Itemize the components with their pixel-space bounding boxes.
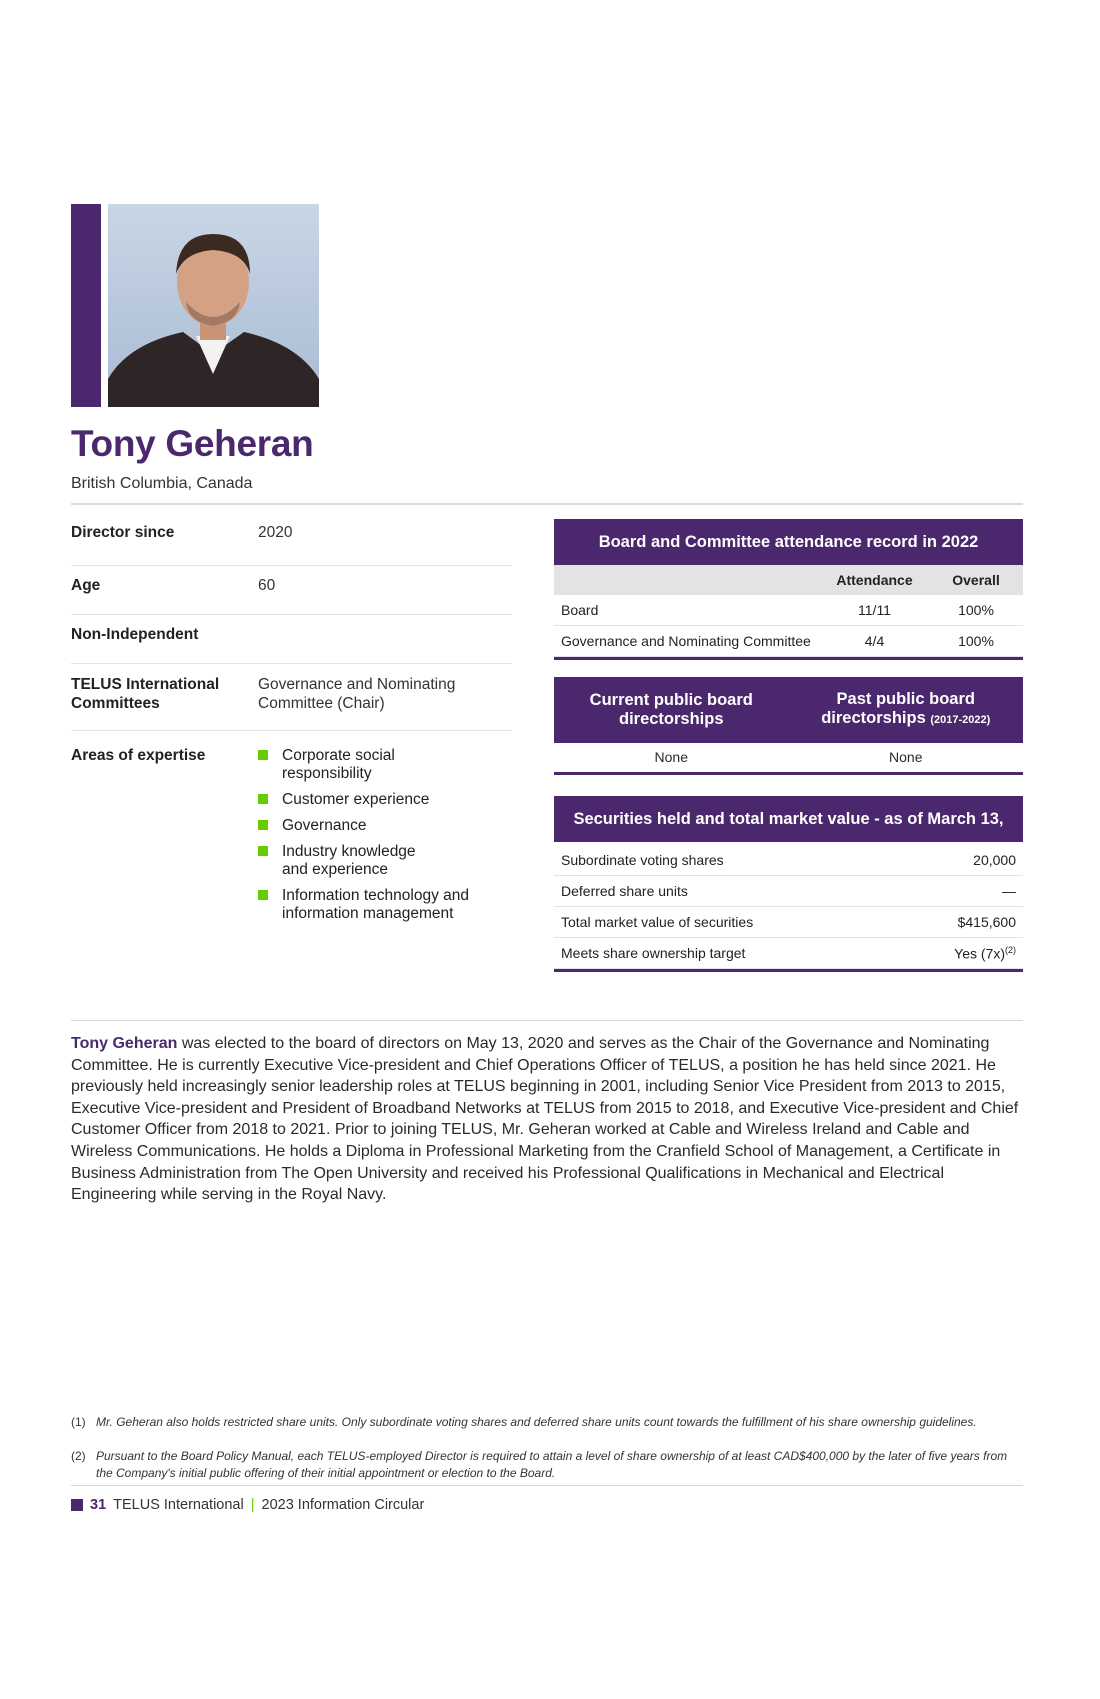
head-line: Current public board xyxy=(589,691,753,709)
director-biography xyxy=(71,1033,1021,1206)
current-directorships-head xyxy=(554,691,789,729)
attendance-title: Board and Committee attendance record in 2022 xyxy=(554,519,1023,565)
committees-value-line: Committee (Chair) xyxy=(258,695,385,712)
attendance-name: Governance and Nominating Committee xyxy=(554,626,820,657)
bullet-square-icon xyxy=(258,820,268,830)
securities-label: Total market value of securities xyxy=(554,907,897,938)
fact-label: Non-Independent xyxy=(71,626,199,643)
securities-value: $415,600 xyxy=(957,914,1016,930)
bio-name: Tony Geheran xyxy=(71,1035,178,1052)
securities-title: Securities held and total market value - as of March 13, 2023 xyxy=(573,810,1004,879)
footer-document: 2023 Information Circular xyxy=(261,1497,425,1513)
bullet-square-icon xyxy=(258,750,268,760)
fact-value: 2020 xyxy=(258,524,293,541)
head-line: directorships xyxy=(821,709,926,727)
bullet-square-icon xyxy=(258,890,268,900)
bullet-square-icon xyxy=(258,846,268,856)
securities-label: Meets share ownership target xyxy=(554,938,897,969)
fact-label: Director since xyxy=(71,524,175,541)
expertise-line: and experience xyxy=(282,861,388,878)
attendance-row xyxy=(554,626,1023,657)
securities-value-cell xyxy=(897,845,1023,876)
footer-divider xyxy=(71,1485,1023,1486)
securities-value: Yes (7x) xyxy=(954,945,1005,962)
attendance-value: 11/11 xyxy=(820,595,929,626)
committees-label-line: Committees xyxy=(71,695,160,712)
director-portrait xyxy=(108,204,319,407)
director-facts xyxy=(71,524,512,931)
securities-label: Subordinate voting shares xyxy=(554,845,897,876)
expertise-item xyxy=(258,817,512,835)
fact-label xyxy=(71,675,258,730)
expertise-line: Governance xyxy=(282,817,367,834)
head-line: Past public board xyxy=(836,690,975,708)
directorships-header xyxy=(554,677,1023,743)
committees-value-line: Governance and Nominating xyxy=(258,676,456,693)
footnote-1 xyxy=(71,1414,1023,1431)
securities-title-note: (1) xyxy=(801,860,813,870)
expertise-line: Industry knowledge xyxy=(282,843,416,860)
directorships-panel xyxy=(554,677,1023,775)
fact-label: Age xyxy=(71,577,101,594)
securities-value: 20,000 xyxy=(973,852,1016,868)
fact-expertise xyxy=(71,731,512,931)
overall-value: 100% xyxy=(929,595,1023,626)
attendance-row xyxy=(554,595,1023,626)
expertise-item xyxy=(258,791,512,809)
fact-label: Areas of expertise xyxy=(71,747,206,764)
fact-independence xyxy=(71,615,512,664)
current-directorships-value: None xyxy=(654,749,688,765)
footnote-2 xyxy=(71,1448,1023,1482)
bio-text: was elected to the board of directors on May 13, 2020 and serves as the Chair of the Governance and Nominating Committee. He is currently Executive Vice-president and Chief Operations Officer of TELUS, a position he has held since 2021. He previously held increasingly senior leadership roles at TELUS beginning in 2001, including Senior Vice President from 2013 to 2015, Executive Vice-president and President of Broadband Networks at TELUS from 2015 to 2018, and Executive Vice-president and Chief Customer Officer from 2018 to 2021. Prior to joining TELUS, Mr. Geheran worked at Cable and Wireless Ireland and Cable and Wireless Communications. He holds a Diploma in Professional Marketing from the Cranfield School of Management, a Certificate in Business Administration from The Open University and received his Professional Qualifications in Mechanical and Electrical Engineering while serving in the Royal Navy. xyxy=(71,1035,1019,1204)
col-attendance: Attendance xyxy=(820,565,929,595)
page-number: 31 xyxy=(90,1497,107,1513)
director-location: British Columbia, Canada xyxy=(71,475,253,492)
securities-value: — xyxy=(1002,883,1016,899)
header-divider xyxy=(71,503,1023,505)
director-name: Tony Geheran xyxy=(71,423,314,464)
fact-value: 60 xyxy=(258,577,276,594)
attendance-panel xyxy=(554,519,1023,660)
bullet-square-icon xyxy=(258,794,268,804)
past-directorships-head xyxy=(789,690,1024,730)
footer-company: TELUS International xyxy=(113,1497,244,1513)
attendance-name: Board xyxy=(554,595,820,626)
fact-age xyxy=(71,566,512,615)
expertise-list xyxy=(258,747,512,923)
securities-row xyxy=(554,907,1023,938)
securities-value-cell xyxy=(897,938,1023,969)
securities-label: Deferred share units xyxy=(554,876,897,907)
portrait-illustration xyxy=(108,204,319,407)
securities-panel xyxy=(554,796,1023,972)
attendance-value: 4/4 xyxy=(820,626,929,657)
securities-bottom-rule xyxy=(554,969,1023,972)
securities-row xyxy=(554,938,1023,969)
past-period: (2017-2022) xyxy=(930,714,991,726)
committees-label-line: TELUS International xyxy=(71,676,220,693)
expertise-line: information management xyxy=(282,905,454,922)
head-line: directorships xyxy=(618,710,724,728)
securities-value-cell xyxy=(897,876,1023,907)
footnote-text: Pursuant to the Board Policy Manual, each TELUS-employed Director is required to attain a level of share ownership of at least CAD$400,000 by the later of five years from the Company's initial public offering of their initial appointment or election to the Board. xyxy=(96,1449,1008,1480)
footnote-number: (1) xyxy=(71,1415,86,1429)
fact-committees xyxy=(71,664,512,731)
directorships-bottom-rule xyxy=(554,772,1023,775)
overall-value: 100% xyxy=(929,626,1023,657)
footer-separator: | xyxy=(250,1497,255,1513)
expertise-line: Information technology and xyxy=(282,887,469,904)
securities-note: (2) xyxy=(1005,944,1016,955)
fact-director-since xyxy=(71,524,512,566)
expertise-line: responsibility xyxy=(282,765,372,782)
footer-square-icon xyxy=(71,1499,83,1511)
attendance-bottom-rule xyxy=(554,657,1023,660)
page-footer xyxy=(71,1497,424,1513)
col-overall: Overall xyxy=(929,565,1023,595)
expertise-line: Corporate social xyxy=(282,747,395,764)
expertise-item xyxy=(258,887,512,923)
expertise-line: Customer experience xyxy=(282,791,430,808)
footnote-text: Mr. Geheran also holds restricted share units. Only subordinate voting shares and deferred share units count towards the fulfillment of his share ownership guidelines. xyxy=(96,1415,977,1429)
expertise-item xyxy=(258,843,512,879)
fact-value xyxy=(258,675,512,730)
directorships-values xyxy=(554,743,1023,772)
accent-bar xyxy=(71,204,101,407)
attendance-header-row xyxy=(554,565,1023,595)
attendance-rows xyxy=(554,595,1023,657)
past-directorships-value: None xyxy=(889,749,923,765)
bio-divider xyxy=(71,1020,1023,1021)
attendance-table xyxy=(554,565,1023,657)
footnote-number: (2) xyxy=(71,1449,86,1463)
securities-value-cell xyxy=(897,907,1023,938)
expertise-item xyxy=(258,747,512,783)
